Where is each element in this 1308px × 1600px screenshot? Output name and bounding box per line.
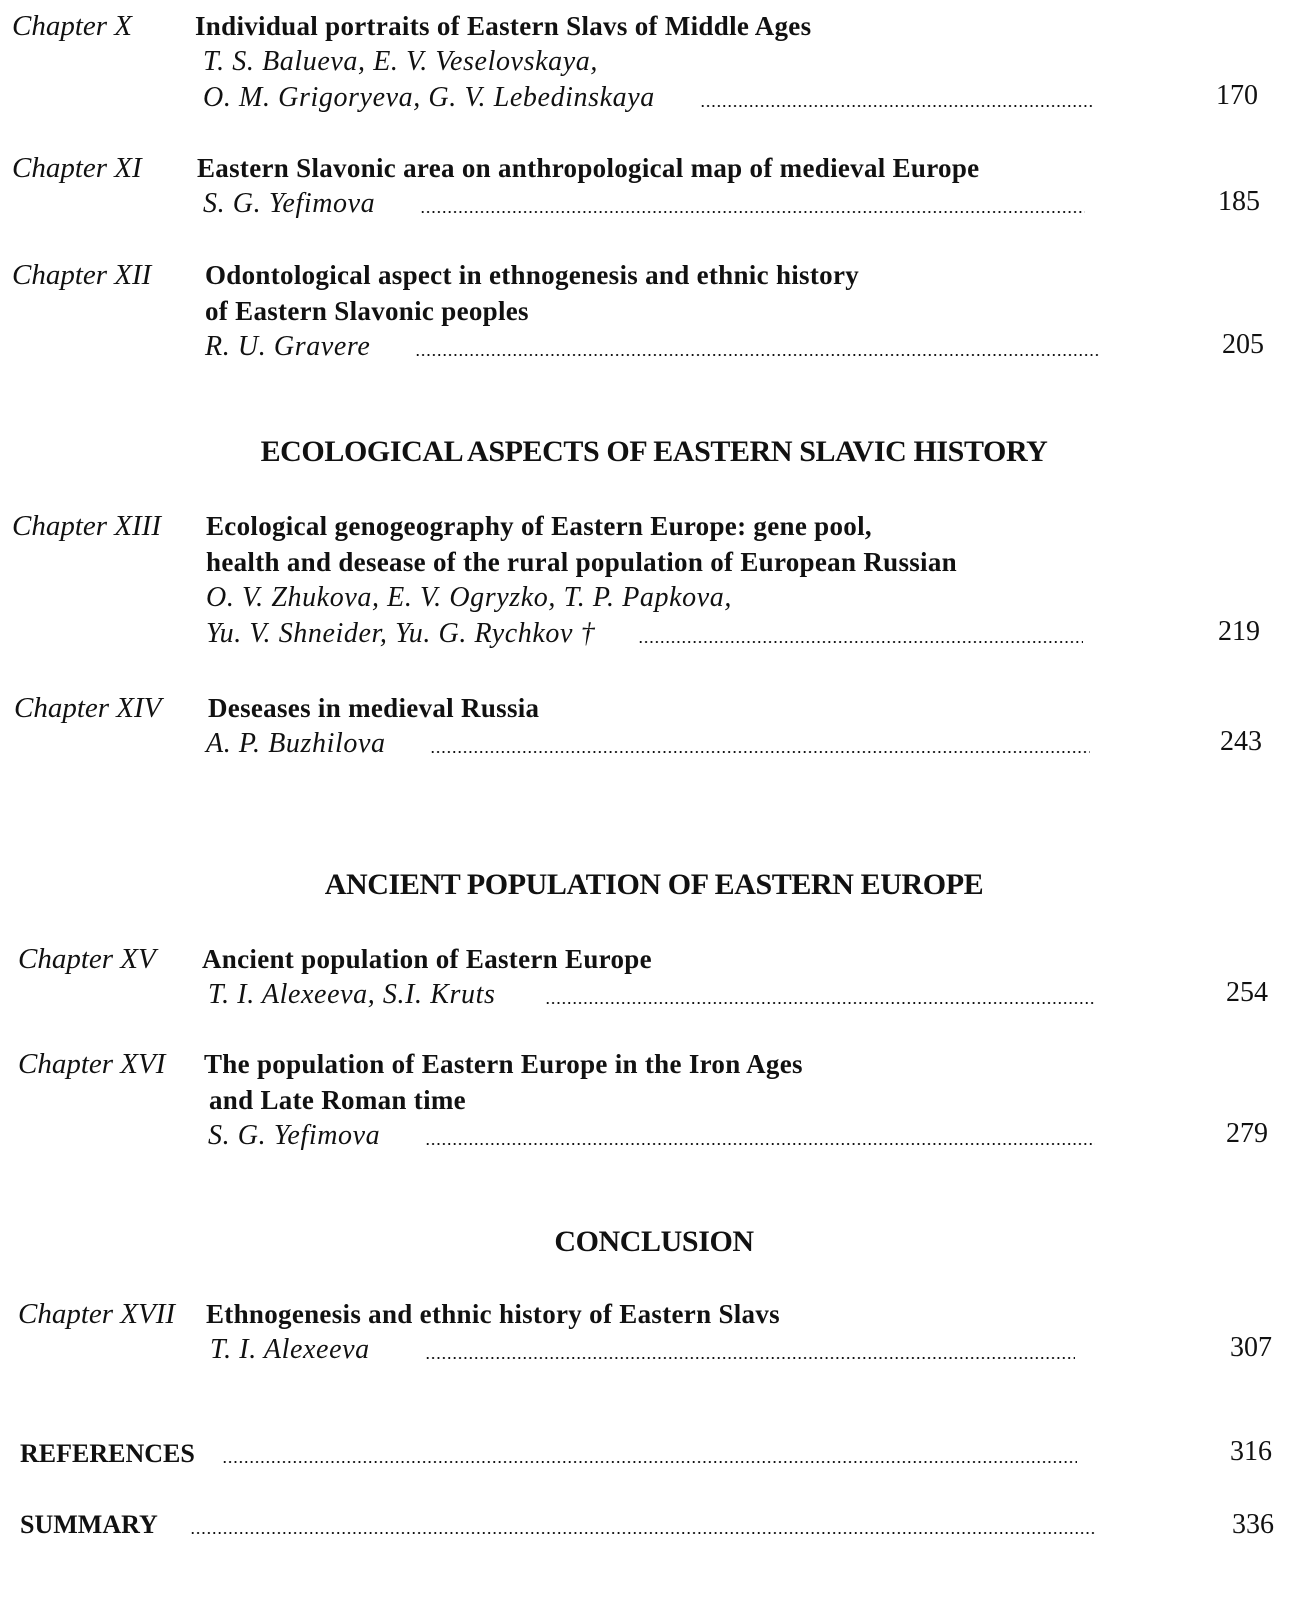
dot-leader	[430, 751, 1090, 753]
chapter-title: health and desease of the rural population of European Russian	[206, 547, 957, 577]
dot-leader	[638, 641, 1083, 643]
dot-leader	[420, 211, 1085, 213]
page-number: 170	[1216, 80, 1258, 111]
page-number: 316	[1230, 1436, 1272, 1467]
page-number: 219	[1218, 616, 1260, 647]
dot-leader	[190, 1532, 1095, 1534]
chapter-authors: Yu. V. Shneider, Yu. G. Rychkov †	[206, 618, 596, 649]
chapter-number: Chapter XII	[12, 259, 152, 291]
section-heading: ECOLOGICAL ASPECTS OF EASTERN SLAVIC HISTORY	[260, 435, 1048, 468]
dot-leader	[700, 105, 1095, 107]
chapter-title: Deseases in medieval Russia	[208, 693, 540, 723]
chapter-title: Ancient population of Eastern Europe	[202, 944, 652, 974]
dot-leader	[222, 1461, 1077, 1463]
chapter-number: Chapter XIII	[12, 510, 161, 542]
chapter-authors: T. I. Alexeeva	[210, 1334, 370, 1365]
back-matter-label: SUMMARY	[20, 1510, 158, 1539]
page-number: 205	[1222, 329, 1264, 360]
chapter-title: Odontological aspect in ethnogenesis and ethnic history	[205, 260, 860, 290]
chapter-title: Eastern Slavonic area on anthropological map of medieval Europe	[197, 153, 980, 183]
section-heading: CONCLUSION	[554, 1225, 754, 1258]
page-number: 243	[1220, 726, 1262, 757]
chapter-number: Chapter XVII	[18, 1298, 176, 1330]
dot-leader	[425, 1143, 1095, 1145]
dot-leader	[415, 354, 1100, 356]
page-number: 254	[1226, 977, 1268, 1008]
chapter-authors: T. S. Balueva, E. V. Veselovskaya,	[203, 46, 598, 77]
section-heading: ANCIENT POPULATION OF EASTERN EUROPE	[324, 868, 984, 901]
page-number: 279	[1226, 1118, 1268, 1149]
page-number: 336	[1232, 1509, 1274, 1540]
chapter-authors: O. M. Grigoryeva, G. V. Lebedinskaya	[203, 82, 655, 113]
chapter-authors: O. V. Zhukova, E. V. Ogryzko, T. P. Papkova,	[206, 582, 732, 613]
chapter-authors: A. P. Buzhilova	[206, 728, 386, 759]
chapter-title: and Late Roman time	[209, 1085, 466, 1115]
chapter-title: of Eastern Slavonic peoples	[205, 296, 529, 326]
chapter-number: Chapter XV	[18, 943, 156, 975]
chapter-number: Chapter XVI	[18, 1048, 166, 1080]
chapter-number: Chapter XIV	[14, 692, 162, 724]
page-number: 307	[1230, 1332, 1272, 1363]
chapter-authors: S. G. Yefimova	[208, 1120, 381, 1151]
chapter-title: The population of Eastern Europe in the Iron Ages	[204, 1049, 803, 1079]
dot-leader	[545, 1002, 1095, 1004]
chapter-authors: S. G. Yefimova	[203, 188, 376, 219]
chapter-title: Ecological genogeography of Eastern Europe: gene pool,	[206, 511, 872, 541]
chapter-title: Ethnogenesis and ethnic history of Eastern Slavs	[206, 1299, 780, 1329]
dot-leader	[425, 1357, 1075, 1359]
chapter-title: Individual portraits of Eastern Slavs of Middle Ages	[195, 11, 812, 41]
chapter-authors: T. I. Alexeeva, S.I. Kruts	[208, 979, 496, 1010]
chapter-number: Chapter XI	[12, 152, 142, 184]
page-number: 185	[1218, 186, 1260, 217]
back-matter-label: REFERENCES	[20, 1439, 195, 1468]
chapter-number: Chapter X	[12, 10, 133, 42]
chapter-authors: R. U. Gravere	[205, 331, 371, 362]
